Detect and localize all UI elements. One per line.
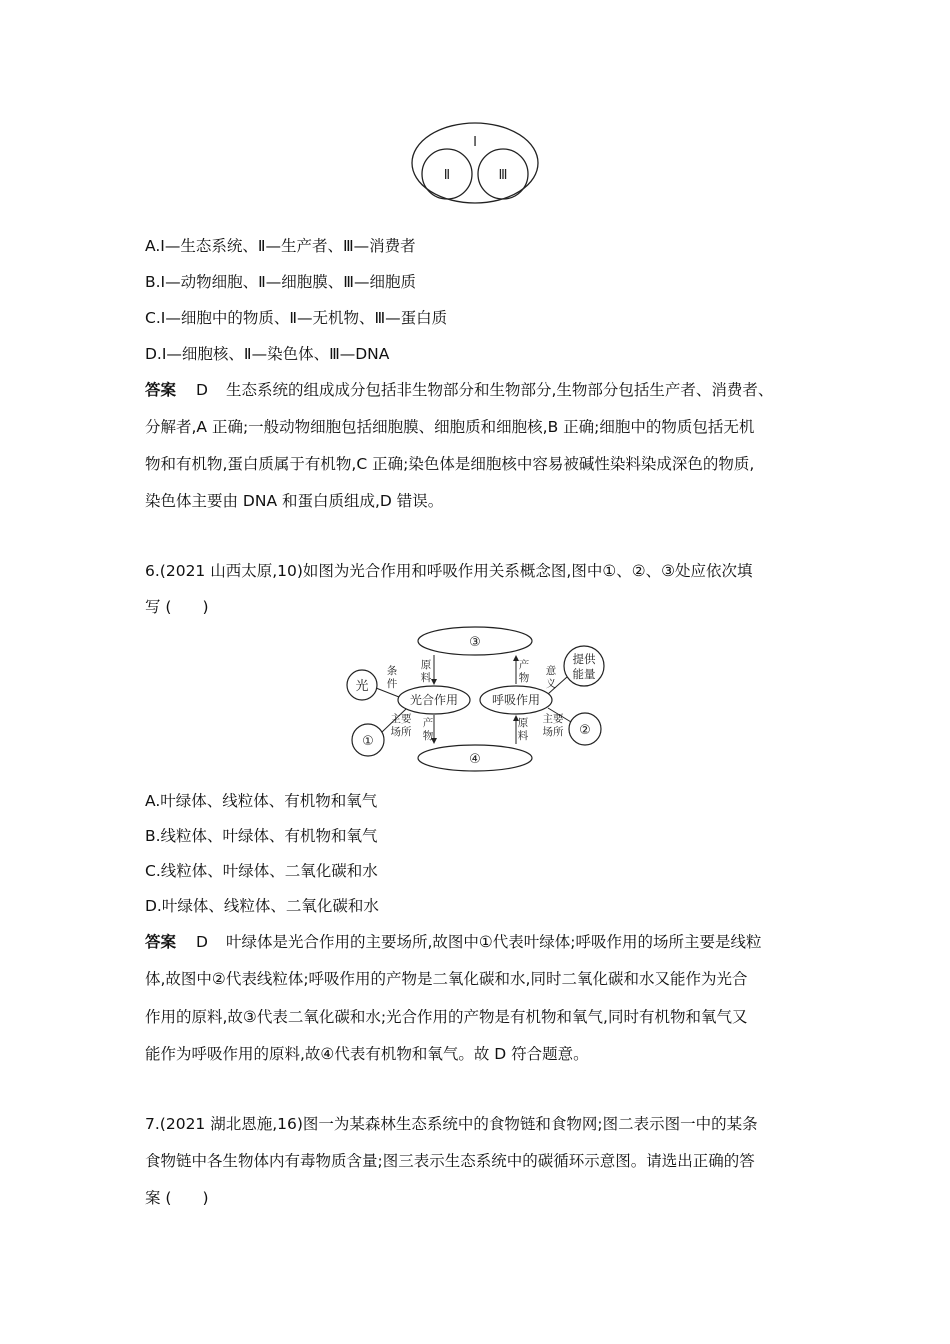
svg-text:意: 意 [545,665,557,677]
q6-stem-text: 如图为光合作用和呼吸作用关系概念图,图中①、②、③处应依次填 [302,562,753,580]
q6-stem-line1 [145,561,753,581]
svg-text:产: 产 [518,659,530,671]
svg-text:主要: 主要 [390,713,412,725]
q5-option-d: D.Ⅰ—细胞核、Ⅱ—染色体、Ⅲ—DNA [145,345,390,363]
svg-text:①: ① [362,734,374,749]
svg-text:料: 料 [420,672,432,684]
q6-option-c: C.线粒体、叶绿体、二氧化碳和水 [145,862,378,880]
q7-stem-text: 图一为某森林生态系统中的食物链和食物网;图二表示图一中的某条 [302,1115,758,1133]
q5-explanation-3: 物和有机物,蛋白质属于有机物,C 正确;染色体是细胞核中容易被碱性染料染成深色的物质, [145,455,755,473]
label-I: Ⅰ [473,135,477,150]
svg-text:②: ② [579,723,591,738]
label-II: Ⅱ [443,168,451,183]
q6-source: (2021 山西太原,10) [159,562,303,580]
svg-text:物: 物 [518,672,530,684]
answer-letter: D [196,381,208,399]
q7-stem-line3: 案 ( ) [145,1189,209,1207]
svg-text:光: 光 [355,679,369,694]
q6-explanation-4: 能作为呼吸作用的原料,故④代表有机物和氧气。故 D 符合题意。 [145,1045,589,1063]
svg-text:提供: 提供 [572,652,596,666]
q6-answer-line [145,932,762,952]
svg-text:场所: 场所 [390,726,412,738]
q6-option-b: B.线粒体、叶绿体、有机物和氧气 [145,827,378,845]
q5-option-a: A.Ⅰ—生态系统、Ⅱ—生产者、Ⅲ—消费者 [145,237,416,255]
svg-text:义: 义 [545,678,557,690]
answer-letter: D [196,933,208,951]
svg-text:④: ④ [469,752,481,767]
q5-option-b: B.Ⅰ—动物细胞、Ⅱ—细胞膜、Ⅲ—细胞质 [145,273,416,291]
q6-explanation-3: 作用的原料,故③代表二氧化碳和水;光合作用的产物是有机物和氧气,同时有机物和氧气又 [145,1008,748,1026]
svg-text:③: ③ [469,635,481,650]
q7-number: 7. [145,1115,160,1133]
answer-label: 答案 [145,381,177,399]
q6-stem-line2: 写 ( ) [145,598,209,616]
svg-text:主要: 主要 [542,713,564,725]
svg-text:条: 条 [386,665,398,677]
svg-text:物: 物 [422,730,434,742]
photosynthesis-respiration-diagram [340,624,610,774]
q6-option-d: D.叶绿体、线粒体、二氧化碳和水 [145,897,379,915]
q7-stem-line1 [145,1114,758,1134]
q5-answer-line [145,380,773,400]
svg-text:产: 产 [422,717,434,729]
q6-explanation-1: 叶绿体是光合作用的主要场所,故图中①代表叶绿体;呼吸作用的场所主要是线粒 [225,933,762,951]
nested-circle-diagram [405,118,545,208]
svg-text:呼吸作用: 呼吸作用 [491,693,541,707]
q6-option-a: A.叶绿体、线粒体、有机物和氧气 [145,792,378,810]
svg-text:场所: 场所 [542,726,564,738]
svg-text:原: 原 [420,659,432,671]
q5-option-c: C.Ⅰ—细胞中的物质、Ⅱ—无机物、Ⅲ—蛋白质 [145,309,448,327]
svg-text:料: 料 [517,730,529,742]
svg-text:光合作用: 光合作用 [409,693,459,707]
svg-text:能量: 能量 [572,667,596,681]
q5-explanation-4: 染色体主要由 DNA 和蛋白质组成,D 错误。 [145,492,444,510]
q6-explanation-2: 体,故图中②代表线粒体;呼吸作用的产物是二氧化碳和水,同时二氧化碳和水又能作为光合 [145,970,748,988]
q6-number: 6. [145,562,160,580]
svg-text:件: 件 [386,678,398,690]
q7-source: (2021 湖北恩施,16) [159,1115,303,1133]
svg-text:原: 原 [517,717,529,729]
answer-label: 答案 [145,933,177,951]
q5-explanation-1: 生态系统的组成成分包括非生物部分和生物部分,生物部分包括生产者、消费者、 [225,381,774,399]
q5-explanation-2: 分解者,A 正确;一般动物细胞包括细胞膜、细胞质和细胞核,B 正确;细胞中的物质包括无机 [145,418,755,436]
q7-stem-line2: 食物链中各生物体内有毒物质含量;图三表示生态系统中的碳循环示意图。请选出正确的答 [145,1152,755,1170]
label-III: Ⅲ [498,168,508,183]
